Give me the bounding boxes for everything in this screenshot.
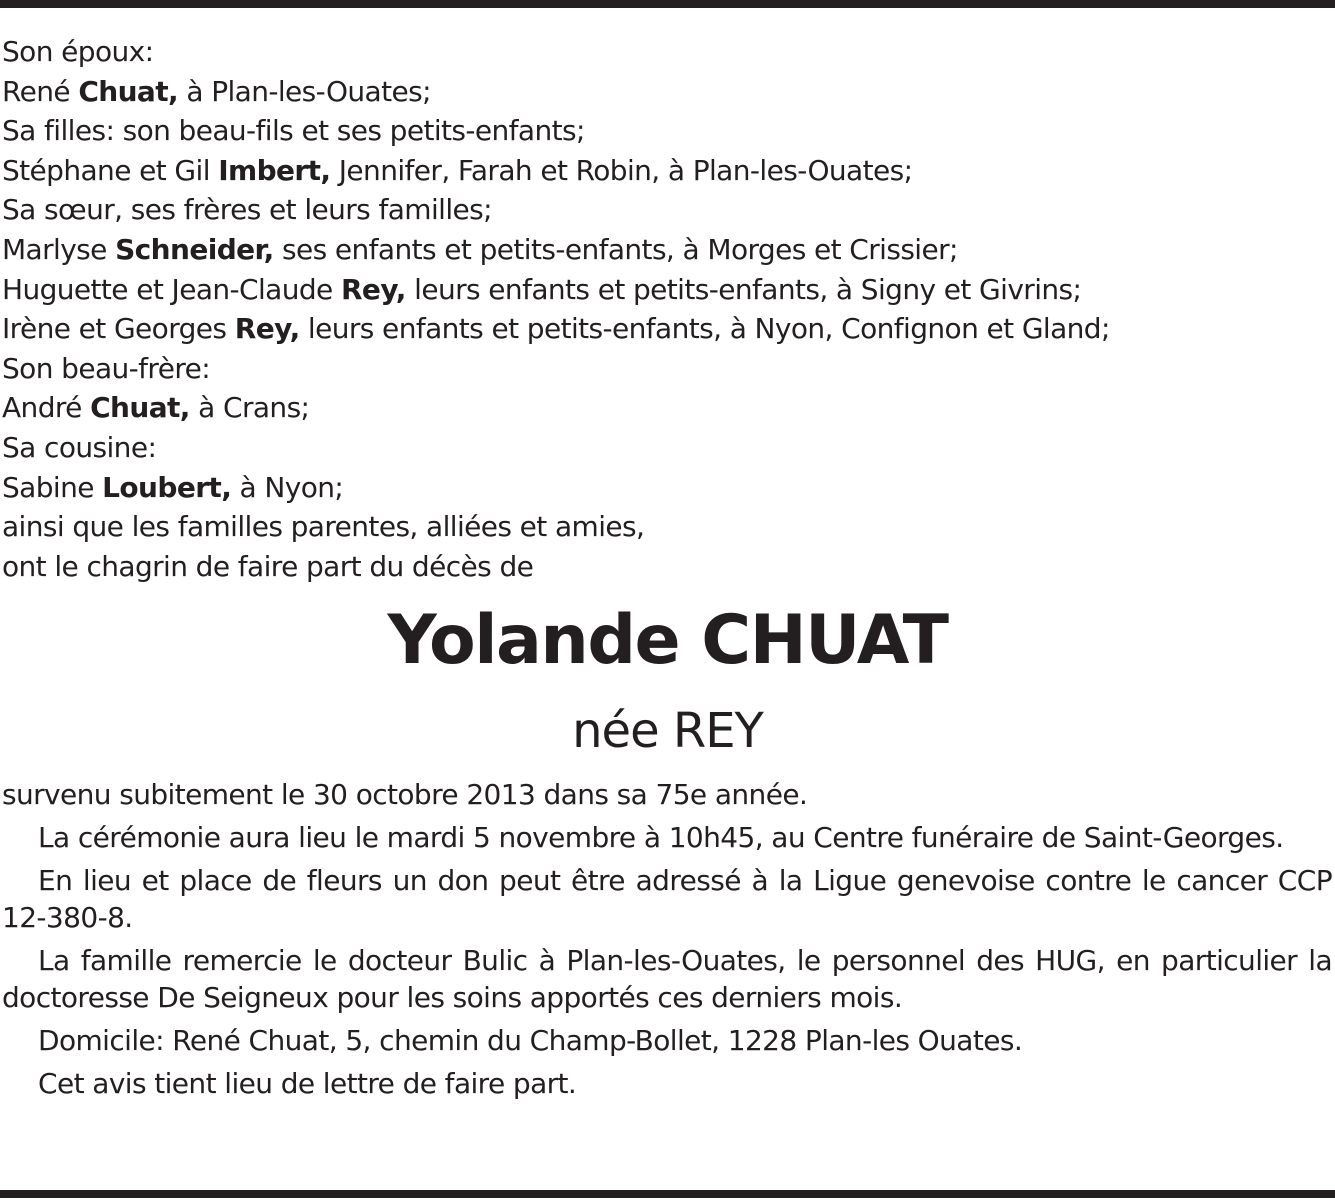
family-line: Sabine Loubert, à Nyon; [2, 470, 344, 504]
family-line: Sa sœur, ses frères et leurs familles; [2, 193, 492, 227]
family-surname: Schneider, [115, 232, 274, 266]
family-line: ont le chagrin de faire part du décès de [2, 549, 534, 583]
ceremony-paragraph: La cérémonie aura lieu le mardi 5 novembre à 10h45, au Centre funéraire de Saint-Georges. [38, 821, 1284, 854]
family-surname: Imbert, [218, 153, 331, 187]
family-surname: Rey, [340, 272, 406, 306]
family-line: Irène et Georges Rey, leurs enfants et petits-enfants, à Nyon, Confignon et Gland; [2, 312, 1110, 346]
family-line: André Chuat, à Crans; [2, 391, 310, 425]
family-surname: Loubert, [102, 470, 232, 504]
maiden-name: née REY [572, 703, 763, 759]
notice-paragraph: Cet avis tient lieu de lettre de faire part. [38, 1067, 577, 1100]
family-list [2, 32, 1110, 586]
domicile-paragraph: Domicile: René Chuat, 5, chemin du Champ-Bollet, 1228 Plan-les Ouates. [38, 1024, 1023, 1057]
family-line: Son beau-frère: [2, 351, 211, 385]
death-paragraph: survenu subitement le 30 octobre 2013 dans sa 75e année. [2, 778, 808, 811]
thanks-paragraph: La famille remercie le docteur Bulic à Plan-les-Ouates, le personnel des HUG, en particulier la doctoresse De Seigneux pour les soins apportés ces derniers mois. [2, 944, 1332, 1014]
family-line: Son époux: [2, 35, 154, 68]
deceased-name: Yolande CHUAT [387, 601, 948, 680]
family-line: Sa filles: son beau-fils et ses petits-enfants; [2, 114, 585, 148]
notice-body [2, 776, 1332, 1108]
family-line: Marlyse Schneider, ses enfants et petits-enfants, à Morges et Crissier; [2, 232, 958, 266]
family-line: Sa cousine: [2, 430, 157, 464]
family-line: René Chuat, à Plan-les-Ouates; [2, 74, 431, 108]
family-surname: Rey, [234, 312, 300, 346]
family-line: ainsi que les familles parentes, alliées et amies, [2, 510, 645, 544]
family-surname: Chuat, [90, 391, 190, 425]
family-line: Huguette et Jean-Claude Rey, leurs enfants et petits-enfants, à Signy et Givrins; [2, 272, 1082, 306]
donation-paragraph: En lieu et place de fleurs un don peut être adressé à la Ligue genevoise contre le cancer CCP 12-380-8. [2, 864, 1332, 934]
family-surname: Chuat, [78, 74, 179, 108]
bottom-rule [0, 1190, 1335, 1198]
top-rule [0, 0, 1335, 8]
family-line: Stéphane et Gil Imbert, Jennifer, Farah et Robin, à Plan-les-Ouates; [2, 153, 913, 187]
